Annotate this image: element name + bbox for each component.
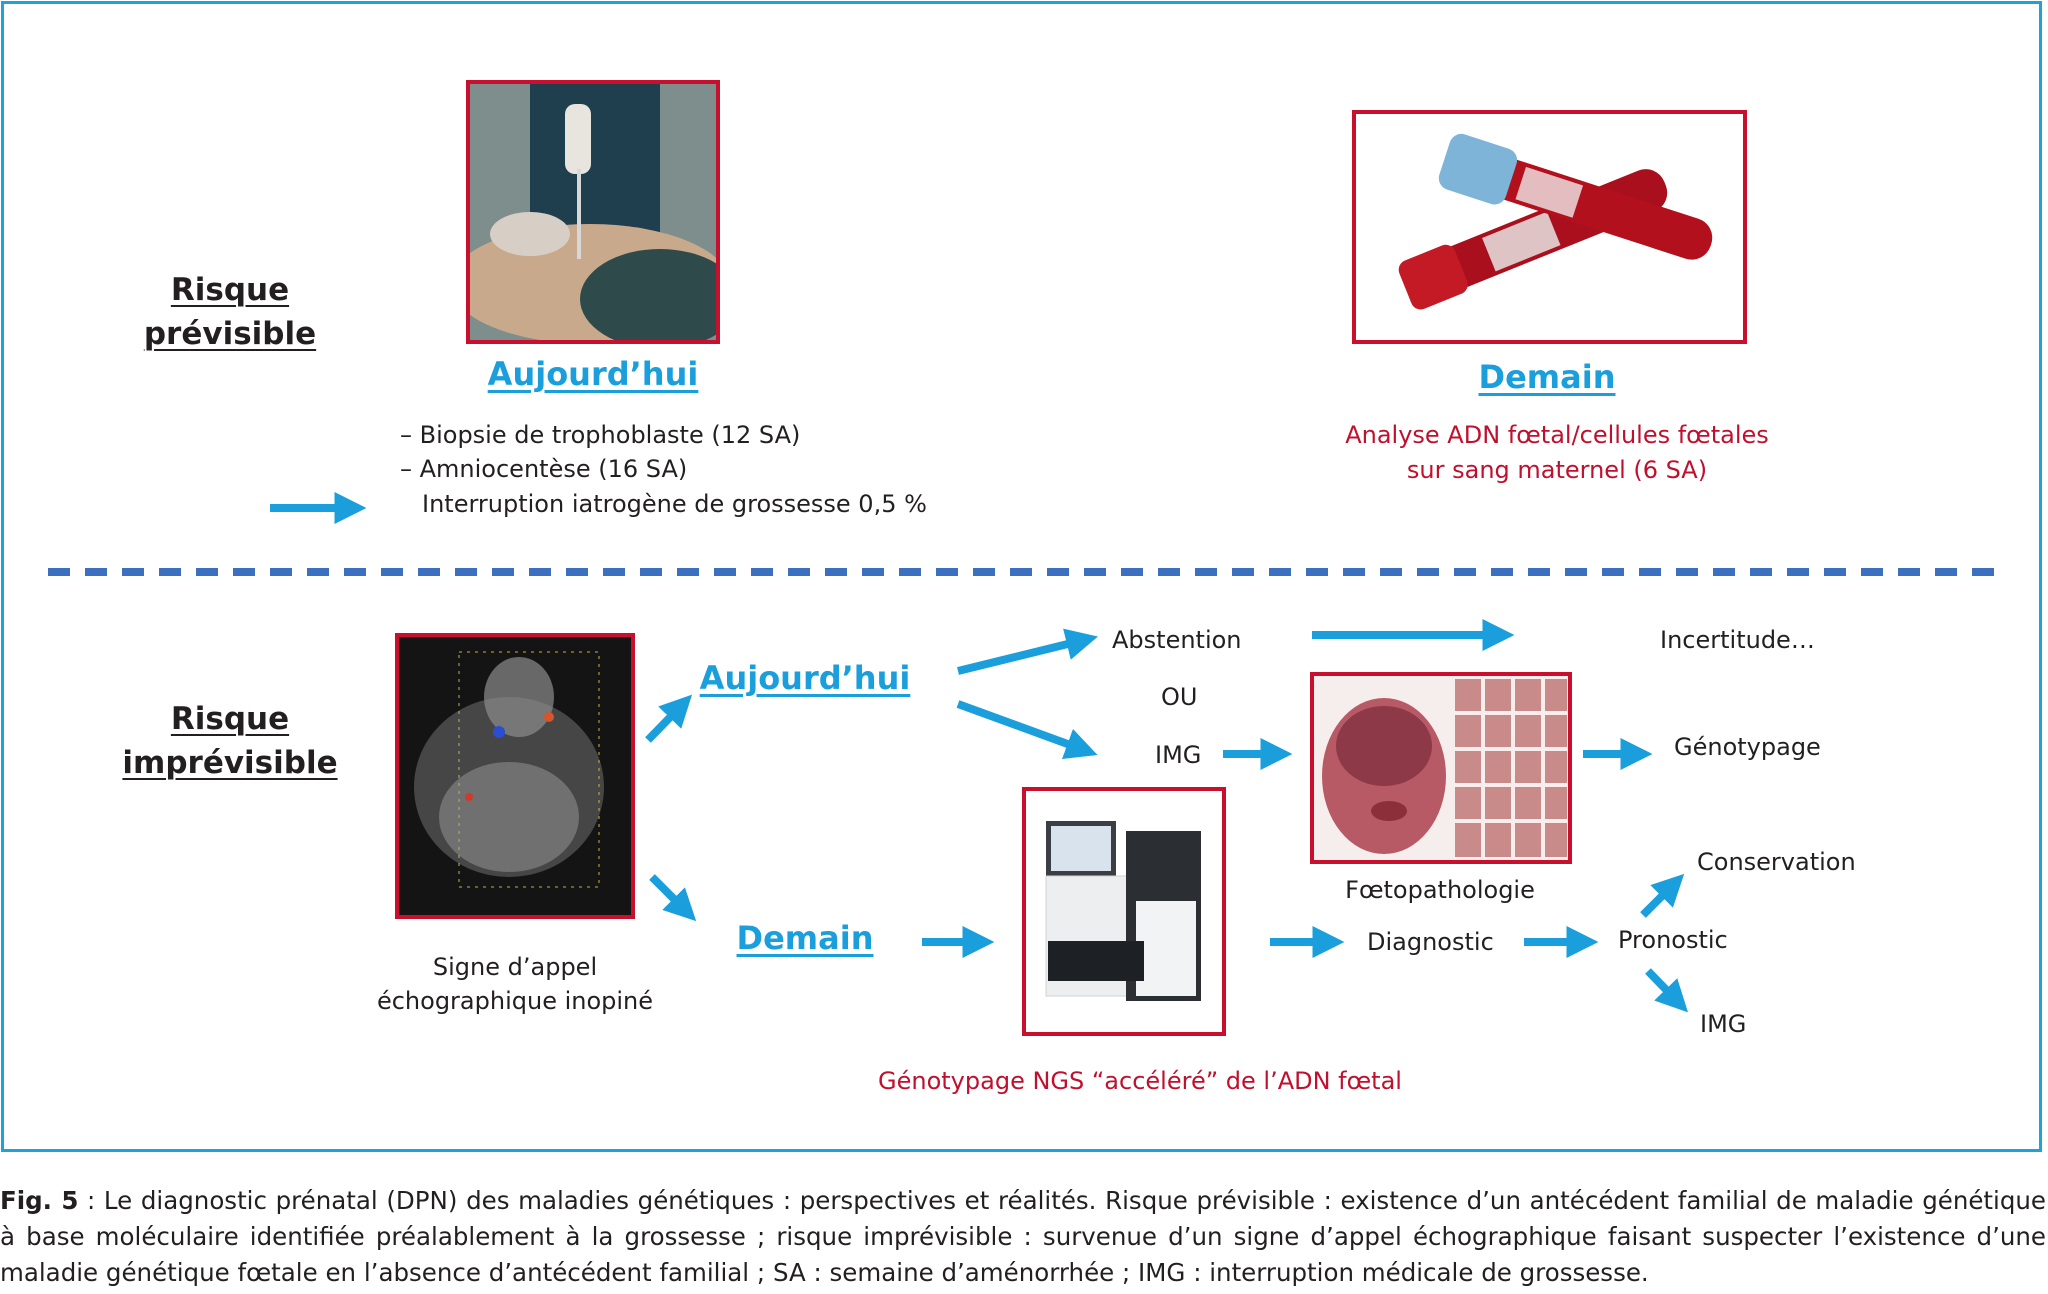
risk-imprevisible-line1: Risque <box>170 701 290 737</box>
caption-text: : Le diagnostic prénatal (DPN) des maladies génétiques : perspectives et réalités. Risque prévisible : existence d’un antécédent familial de maladie génétique à base moléculaire identifiée préalablement à la grossesse ; risque imprévisible : survenue d’un signe d’appel échographique faisant suspecter l’existence d’une maladie génétique fœtale en l’absence d’antécédent familial ; SA : semaine d’aménorrhée ; IMG : interruption médicale de grossesse. <box>0 1186 2046 1287</box>
top-today-item-3: Interruption iatrogène de grossesse 0,5 % <box>422 490 927 518</box>
top-tomorrow-line2: sur sang maternel (6 SA) <box>1406 456 1708 484</box>
img-top-label: IMG <box>1155 741 1202 769</box>
risk-imprevisible-line2: imprévisible <box>122 745 338 781</box>
top-tomorrow-label: Demain <box>1478 358 1616 396</box>
incertitude-label: Incertitude… <box>1660 626 1815 654</box>
risk-previsible-line2: prévisible <box>143 316 317 352</box>
risk-previsible-line1: Risque <box>170 272 290 308</box>
img-bottom-label: IMG <box>1700 1010 1747 1038</box>
caption-fig-label: Fig. 5 <box>0 1186 79 1215</box>
top-tomorrow-line1: Analyse ADN fœtal/cellules fœtales <box>1345 421 1769 449</box>
abstention-label: Abstention <box>1112 626 1242 654</box>
top-today-item-1: – Biopsie de trophoblaste (12 SA) <box>400 421 801 449</box>
arrow-icon <box>1648 971 1678 1002</box>
arrow-icon <box>958 640 1084 671</box>
arrow-icon <box>652 877 686 911</box>
figure-caption <box>0 1183 2046 1291</box>
ultrasound-caption-line2: échographique inopiné <box>376 987 654 1015</box>
ou-label: OU <box>1161 683 1198 711</box>
bottom-today-label: Aujourd’hui <box>699 659 911 697</box>
arrow-icon <box>958 704 1084 750</box>
bottom-tomorrow-label: Demain <box>736 919 874 957</box>
ultrasound-caption-line1: Signe d’appel <box>432 953 598 981</box>
diagnostic-label: Diagnostic <box>1367 928 1494 956</box>
conservation-label: Conservation <box>1697 848 1856 876</box>
foetopathologie-label: Fœtopathologie <box>1345 876 1535 904</box>
ngs-caption: Génotypage NGS “accéléré” de l’ADN fœtal <box>878 1067 1402 1095</box>
arrow-icon <box>1643 884 1674 915</box>
top-today-label: Aujourd’hui <box>487 355 699 393</box>
arrow-icon <box>648 705 682 740</box>
genotypage-label: Génotypage <box>1674 733 1821 761</box>
pronostic-label: Pronostic <box>1618 926 1728 954</box>
top-today-item-2: – Amniocentèse (16 SA) <box>400 455 688 483</box>
